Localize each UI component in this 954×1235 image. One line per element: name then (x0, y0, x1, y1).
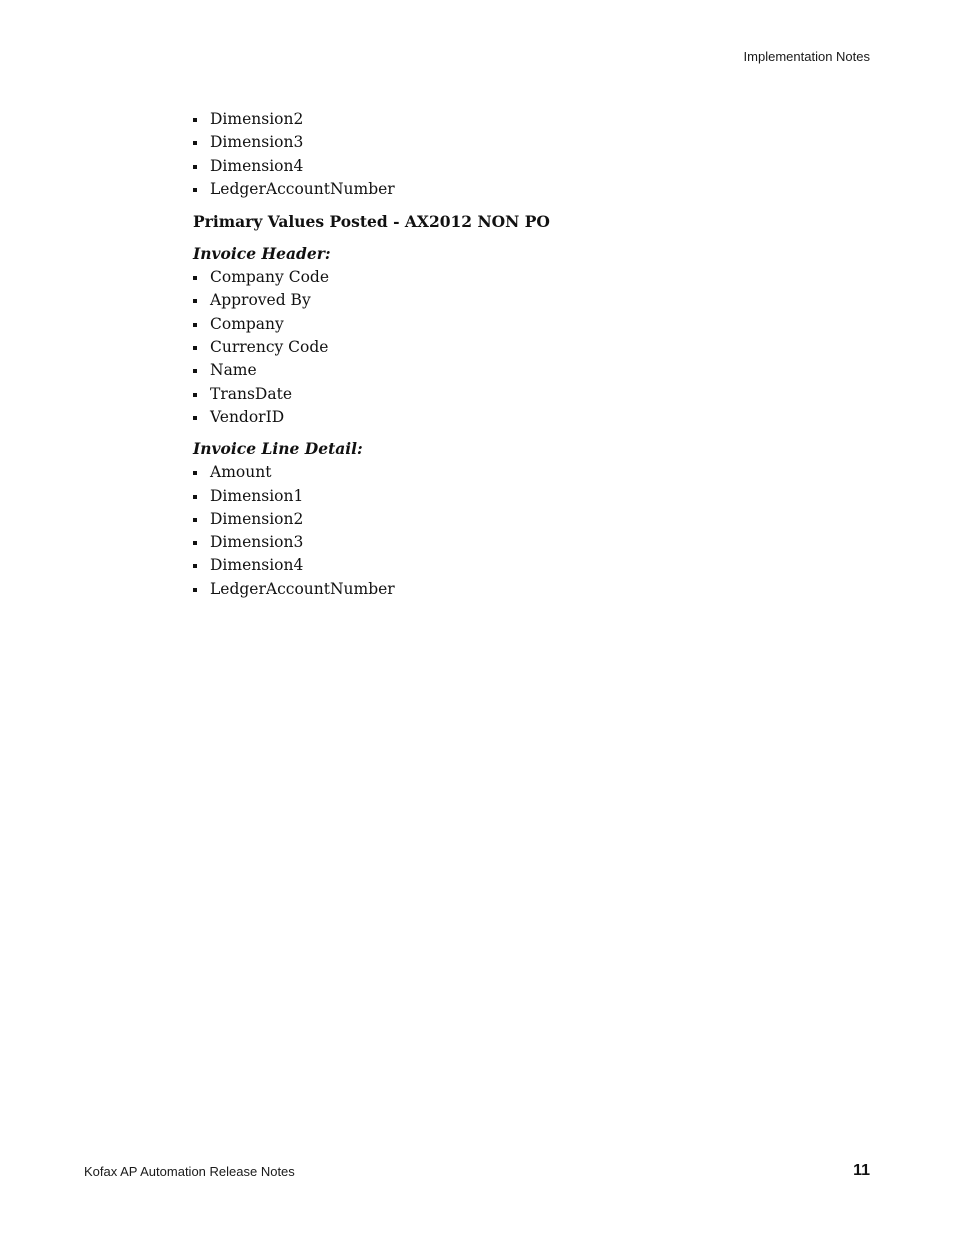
bullet-icon (193, 276, 197, 280)
bullet-icon (193, 323, 197, 327)
list-item-text: VendorID (210, 407, 285, 426)
bullet-icon (193, 141, 197, 145)
list-item-text: TransDate (210, 384, 292, 403)
list-item-text: Dimension4 (210, 556, 304, 575)
section-heading: Primary Values Posted - AX2012 NON PO (193, 212, 550, 232)
bullet-icon (193, 495, 197, 499)
list-item-text: Name (210, 361, 257, 380)
bullet-icon (193, 165, 197, 169)
bullet-icon (193, 588, 197, 592)
list-item (193, 383, 793, 406)
list-item-text: Amount (210, 463, 272, 482)
list-item (193, 485, 793, 508)
list-item (193, 531, 793, 554)
list-item-text: Dimension3 (210, 533, 304, 552)
bullet-icon (193, 416, 197, 420)
list-item-text: Company (210, 314, 284, 333)
list-item (193, 554, 793, 577)
bullet-icon (193, 564, 197, 568)
list-item (193, 336, 793, 359)
list-item (193, 108, 793, 131)
bullet-icon (193, 541, 197, 545)
list-item (193, 406, 793, 429)
list-item (193, 155, 793, 178)
list-item-text: Approved By (210, 291, 311, 310)
invoice-line-detail-field-list (193, 461, 793, 601)
bullet-icon (193, 518, 197, 522)
page-content (193, 108, 793, 601)
list-item-text: Company Code (210, 268, 330, 287)
bullet-icon (193, 299, 197, 303)
list-item (193, 289, 793, 312)
list-item-text: Dimension2 (210, 509, 304, 528)
list-item-text: Dimension4 (210, 156, 304, 175)
invoice-line-detail-heading: Invoice Line Detail: (193, 439, 363, 459)
list-item (193, 359, 793, 382)
bullet-icon (193, 393, 197, 397)
invoice-header-field-list (193, 266, 793, 429)
page-number: 11 (853, 1162, 870, 1179)
continued-field-list (193, 108, 793, 201)
footer-document-title: Kofax AP Automation Release Notes (84, 1164, 295, 1179)
bullet-icon (193, 118, 197, 122)
list-item (193, 461, 793, 484)
list-item (193, 313, 793, 336)
bullet-icon (193, 346, 197, 350)
invoice-header-heading: Invoice Header: (193, 244, 331, 264)
list-item (193, 508, 793, 531)
bullet-icon (193, 188, 197, 192)
list-item-text: Currency Code (210, 338, 329, 357)
list-item-text: LedgerAccountNumber (210, 579, 395, 598)
list-item (193, 131, 793, 154)
list-item-text: Dimension1 (210, 486, 304, 505)
list-item (193, 266, 793, 289)
list-item-text: Dimension2 (210, 110, 304, 128)
list-item-text: Dimension3 (210, 133, 304, 152)
running-header: Implementation Notes (743, 49, 870, 64)
list-item (193, 578, 793, 601)
list-item (193, 178, 793, 201)
bullet-icon (193, 471, 197, 475)
list-item-text: LedgerAccountNumber (210, 179, 395, 198)
bullet-icon (193, 369, 197, 373)
